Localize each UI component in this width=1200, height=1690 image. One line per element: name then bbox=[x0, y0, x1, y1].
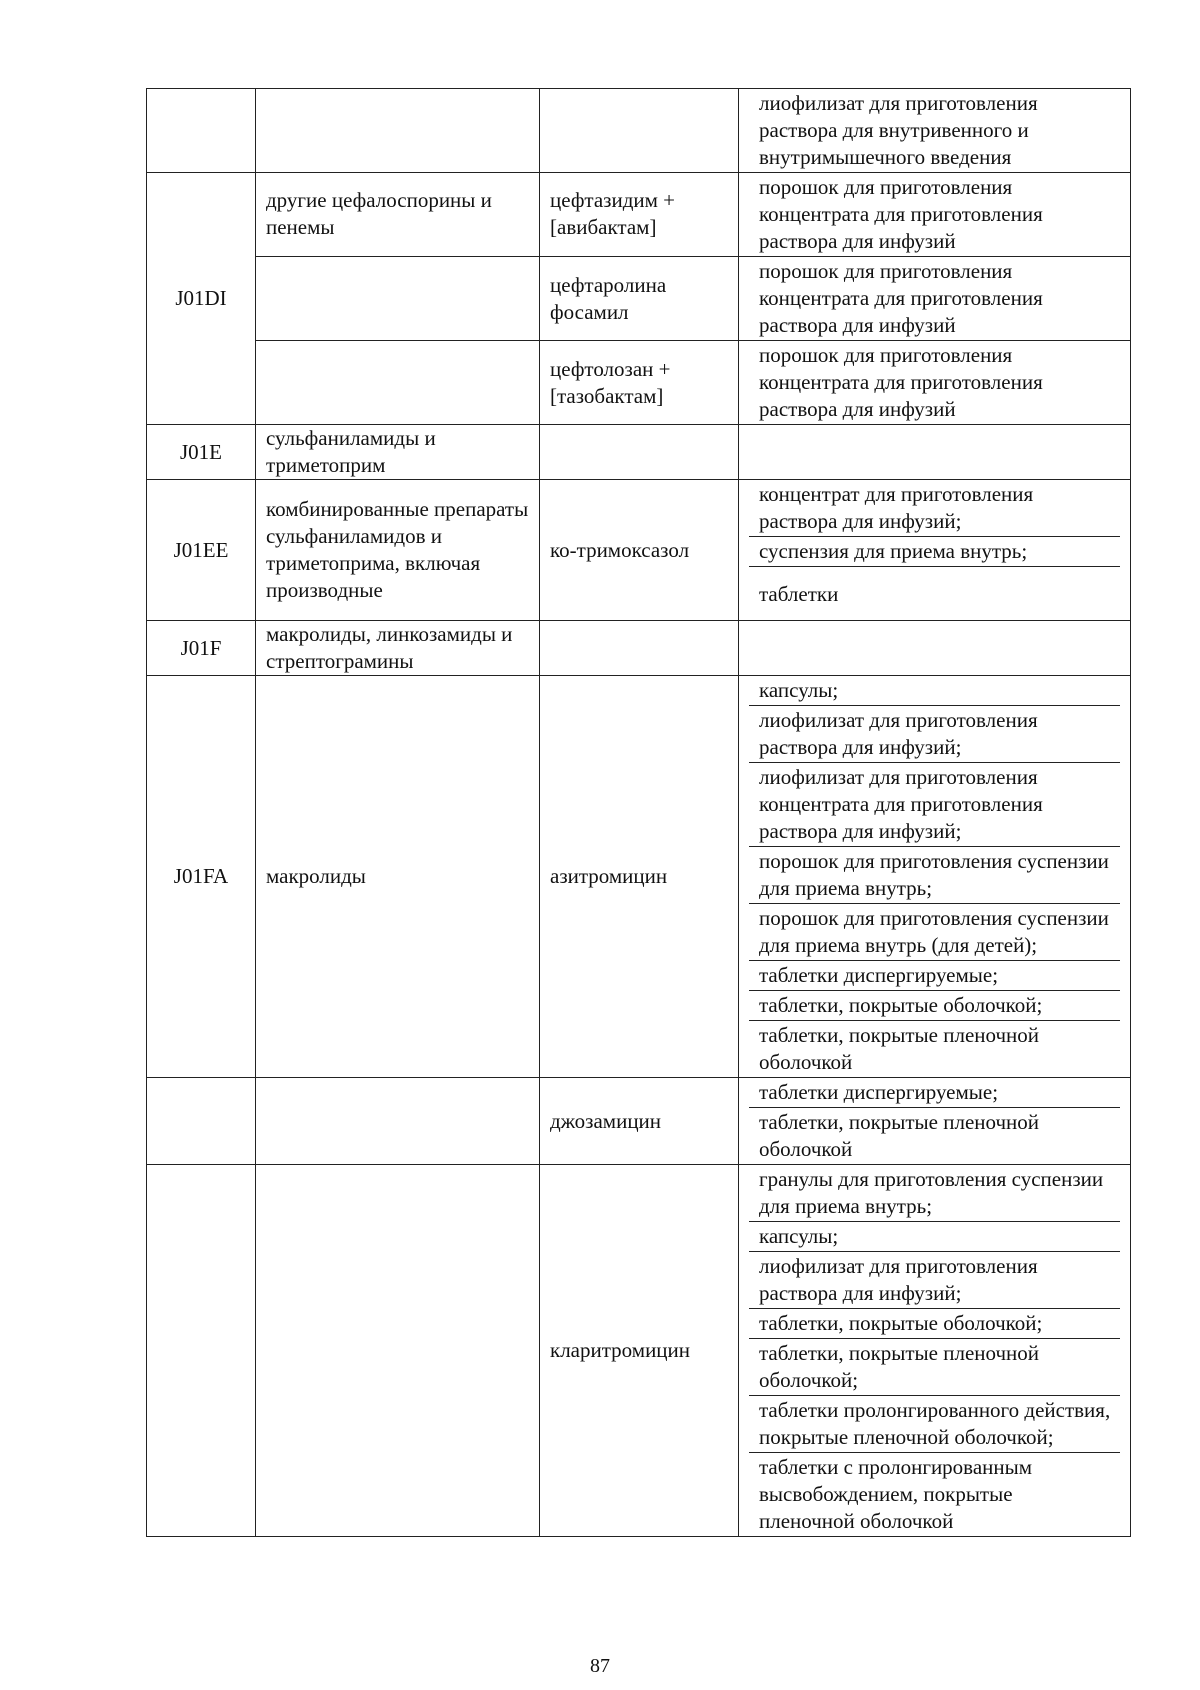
group-cell: комбинированные препараты сульфаниламидов и триметоприма, включая производные bbox=[256, 480, 540, 621]
dosage-form: таблетки, покрытые пленочной оболочкой bbox=[759, 1023, 1040, 1074]
dosage-forms-cell bbox=[739, 480, 1131, 621]
table-row bbox=[147, 341, 1131, 425]
group-cell bbox=[256, 341, 540, 425]
dosage-form: лиофилизат для приготовления раствора для инфузий; bbox=[749, 1252, 1120, 1309]
group-cell: макролиды, линкозамиды и стрептограмины bbox=[256, 621, 540, 676]
drug-cell bbox=[540, 621, 739, 676]
drug-cell: цефтазидим + [авибактам] bbox=[540, 173, 739, 257]
table-row bbox=[147, 89, 1131, 173]
group-cell bbox=[256, 89, 540, 173]
dosage-form: таблетки диспергируемые; bbox=[749, 961, 1120, 991]
table-row bbox=[147, 621, 1131, 676]
drug-cell bbox=[540, 89, 739, 173]
group-cell bbox=[256, 1165, 540, 1537]
dosage-form: таблетки пролонгированного действия, покрытые пленочной оболочкой; bbox=[749, 1396, 1120, 1453]
table-row bbox=[147, 257, 1131, 341]
medication-table bbox=[146, 88, 1131, 1537]
dosage-form: таблетки, покрытые пленочной оболочкой; bbox=[749, 1339, 1120, 1396]
group-cell: сульфаниламиды и триметоприм bbox=[256, 425, 540, 480]
group-cell bbox=[256, 257, 540, 341]
dosage-form: таблетки, покрытые оболочкой; bbox=[749, 991, 1120, 1021]
atc-code-cell: J01F bbox=[147, 621, 256, 676]
drug-cell: джозамицин bbox=[540, 1078, 739, 1165]
dosage-form: концентрат для приготовления раствора для инфузий; bbox=[749, 480, 1120, 537]
dosage-form: таблетки, покрытые оболочкой; bbox=[749, 1309, 1120, 1339]
atc-code-cell: J01FA bbox=[147, 676, 256, 1078]
dosage-forms-cell bbox=[739, 89, 1131, 173]
table-row bbox=[147, 480, 1131, 621]
drug-cell bbox=[540, 425, 739, 480]
dosage-forms-cell bbox=[739, 676, 1131, 1078]
dosage-form: таблетки bbox=[759, 582, 839, 606]
drug-cell: кларитромицин bbox=[540, 1165, 739, 1537]
dosage-form: порошок для приготовления суспензии для приема внутрь (для детей); bbox=[749, 904, 1120, 961]
dosage-forms-cell bbox=[739, 1078, 1131, 1165]
table-row bbox=[147, 676, 1131, 1078]
dosage-form: таблетки диспергируемые; bbox=[749, 1078, 1120, 1108]
atc-code-cell bbox=[147, 1078, 256, 1165]
dosage-forms-cell bbox=[739, 257, 1131, 341]
drug-cell: цефтолозан + [тазобактам] bbox=[540, 341, 739, 425]
dosage-forms-cell bbox=[739, 1165, 1131, 1537]
table-row bbox=[147, 173, 1131, 257]
dosage-form: капсулы; bbox=[749, 1222, 1120, 1252]
dosage-form: гранулы для приготовления суспензии для приема внутрь; bbox=[749, 1165, 1120, 1222]
dosage-form: таблетки, покрытые пленочной оболочкой bbox=[759, 1110, 1040, 1161]
drug-cell: цефтаролина фосамил bbox=[540, 257, 739, 341]
table-row bbox=[147, 1165, 1131, 1537]
atc-code-cell: J01DI bbox=[147, 173, 256, 425]
table-row bbox=[147, 1078, 1131, 1165]
dosage-forms-cell bbox=[739, 341, 1131, 425]
dosage-forms-cell bbox=[739, 173, 1131, 257]
dosage-form: суспензия для приема внутрь; bbox=[749, 537, 1120, 567]
dosage-forms-cell bbox=[739, 425, 1131, 480]
dosage-form: капсулы; bbox=[749, 676, 1120, 706]
atc-code-cell: J01EE bbox=[147, 480, 256, 621]
dosage-form: таблетки с пролонгированным высвобождением, покрытые пленочной оболочкой bbox=[759, 1455, 1033, 1533]
atc-code-cell bbox=[147, 89, 256, 173]
group-cell bbox=[256, 1078, 540, 1165]
page-number: 87 bbox=[590, 1655, 610, 1677]
drug-cell: ко-тримоксазол bbox=[540, 480, 739, 621]
dosage-form: лиофилизат для приготовления концентрата для приготовления раствора для инфузий; bbox=[749, 763, 1120, 847]
dosage-form: порошок для приготовления концентрата для приготовления раствора для инфузий bbox=[759, 343, 1043, 421]
dosage-form: лиофилизат для приготовления раствора для инфузий; bbox=[749, 706, 1120, 763]
dosage-form: лиофилизат для приготовления раствора для внутривенного и внутримышечного введения bbox=[759, 91, 1038, 169]
atc-code-cell bbox=[147, 1165, 256, 1537]
dosage-form: порошок для приготовления концентрата для приготовления раствора для инфузий bbox=[759, 259, 1043, 337]
dosage-form: порошок для приготовления концентрата для приготовления раствора для инфузий bbox=[759, 175, 1043, 253]
atc-code-cell: J01E bbox=[147, 425, 256, 480]
table-row bbox=[147, 425, 1131, 480]
group-cell: другие цефалоспорины и пенемы bbox=[256, 173, 540, 257]
dosage-forms-cell bbox=[739, 621, 1131, 676]
drug-cell: азитромицин bbox=[540, 676, 739, 1078]
dosage-form: порошок для приготовления суспензии для приема внутрь; bbox=[749, 847, 1120, 904]
group-cell: макролиды bbox=[256, 676, 540, 1078]
